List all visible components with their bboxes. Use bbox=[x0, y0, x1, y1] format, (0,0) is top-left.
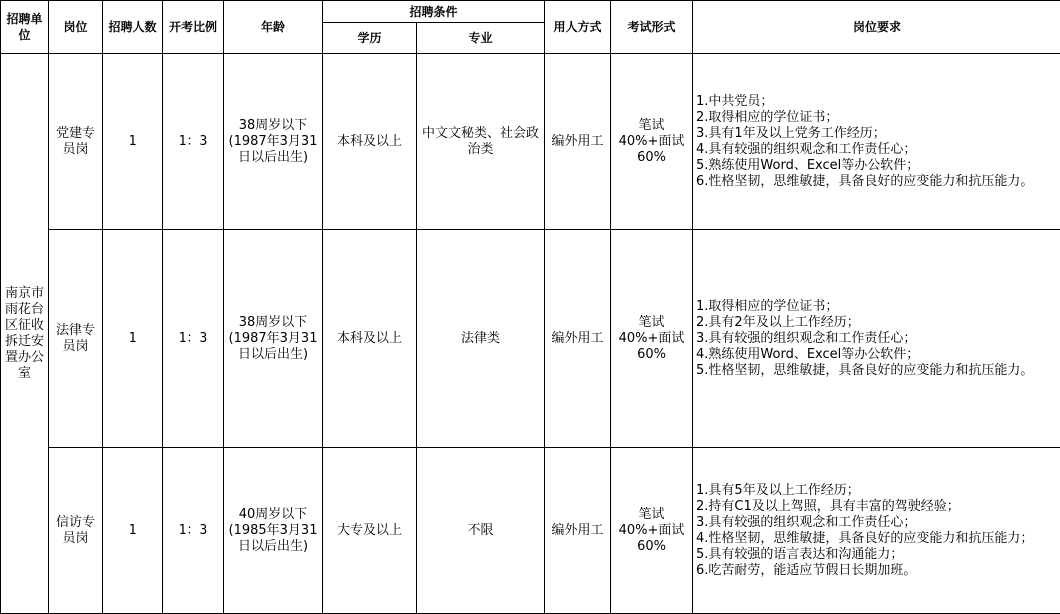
requirement-line: 4.具有较强的组织观念和工作责任心； bbox=[696, 142, 1059, 158]
count-cell: 1 bbox=[103, 448, 163, 614]
requirements-cell bbox=[693, 448, 1060, 614]
header-unit: 招聘单位 bbox=[1, 1, 49, 54]
requirement-line: 6.吃苦耐劳，能适应节假日长期加班。 bbox=[696, 563, 1059, 579]
header-position: 岗位 bbox=[49, 1, 103, 54]
header-conditions: 招聘条件 bbox=[323, 1, 545, 23]
requirement-line: 2.取得相应的学位证书； bbox=[696, 110, 1059, 126]
header-count: 招聘人数 bbox=[103, 1, 163, 54]
requirement-line: 4.性格坚韧，思维敏捷，具备良好的应变能力和抗压能力； bbox=[696, 531, 1059, 547]
requirement-line: 1.中共党员； bbox=[696, 94, 1059, 110]
ratio-cell: 1：3 bbox=[163, 54, 224, 230]
position-cell: 党建专员岗 bbox=[49, 54, 103, 230]
exam-cell: 笔试40%+面试60% bbox=[611, 54, 693, 230]
age-cell: 38周岁以下(1987年3月31日以后出生) bbox=[224, 230, 323, 448]
table-row bbox=[1, 230, 1060, 448]
header-education: 学历 bbox=[323, 23, 417, 54]
requirement-line: 6.性格坚韧，思维敏捷，具备良好的应变能力和抗压能力。 bbox=[696, 174, 1059, 190]
table-row bbox=[1, 54, 1060, 230]
employment-cell: 编外用工 bbox=[545, 448, 611, 614]
requirement-line: 1.具有5年及以上工作经历； bbox=[696, 483, 1059, 499]
requirement-line: 5.具有较强的语言表达和沟通能力； bbox=[696, 547, 1059, 563]
requirement-line: 1.取得相应的学位证书； bbox=[696, 299, 1059, 315]
requirement-line: 2.具有2年及以上工作经历； bbox=[696, 315, 1059, 331]
age-cell: 38周岁以下(1987年3月31日以后出生) bbox=[224, 54, 323, 230]
requirement-line: 3.具有1年及以上党务工作经历； bbox=[696, 126, 1059, 142]
education-cell: 本科及以上 bbox=[323, 54, 417, 230]
header-age: 年龄 bbox=[224, 1, 323, 54]
major-cell: 不限 bbox=[417, 448, 545, 614]
requirements-cell bbox=[693, 230, 1060, 448]
header-exam: 考试形式 bbox=[611, 1, 693, 54]
count-cell: 1 bbox=[103, 54, 163, 230]
unit-name-cell: 南京市雨花台区征收拆迁安置办公室 bbox=[1, 54, 49, 614]
requirement-line: 3.具有较强的组织观念和工作责任心； bbox=[696, 331, 1059, 347]
major-cell: 中文文秘类、社会政治类 bbox=[417, 54, 545, 230]
count-cell: 1 bbox=[103, 230, 163, 448]
ratio-cell: 1：3 bbox=[163, 448, 224, 614]
requirement-line: 2.持有C1及以上驾照，具有丰富的驾驶经验； bbox=[696, 499, 1059, 515]
requirement-line: 4.熟练使用Word、Excel等办公软件； bbox=[696, 347, 1059, 363]
position-cell: 信访专员岗 bbox=[49, 448, 103, 614]
exam-cell: 笔试40%+面试60% bbox=[611, 230, 693, 448]
position-cell: 法律专员岗 bbox=[49, 230, 103, 448]
header-requirements: 岗位要求 bbox=[693, 1, 1060, 54]
ratio-cell: 1：3 bbox=[163, 230, 224, 448]
table-row bbox=[1, 448, 1060, 614]
age-cell: 40周岁以下(1985年3月31日以后出生) bbox=[224, 448, 323, 614]
requirement-line: 5.性格坚韧，思维敏捷，具备良好的应变能力和抗压能力。 bbox=[696, 363, 1059, 379]
employment-cell: 编外用工 bbox=[545, 230, 611, 448]
education-cell: 本科及以上 bbox=[323, 230, 417, 448]
requirement-line: 5.熟练使用Word、Excel等办公软件； bbox=[696, 158, 1059, 174]
requirement-line: 3.具有较强的组织观念和工作责任心； bbox=[696, 515, 1059, 531]
header-major: 专业 bbox=[417, 23, 545, 54]
requirements-cell bbox=[693, 54, 1060, 230]
header-ratio: 开考比例 bbox=[163, 1, 224, 54]
employment-cell: 编外用工 bbox=[545, 54, 611, 230]
education-cell: 大专及以上 bbox=[323, 448, 417, 614]
exam-cell: 笔试40%+面试60% bbox=[611, 448, 693, 614]
header-employment: 用人方式 bbox=[545, 1, 611, 54]
major-cell: 法律类 bbox=[417, 230, 545, 448]
